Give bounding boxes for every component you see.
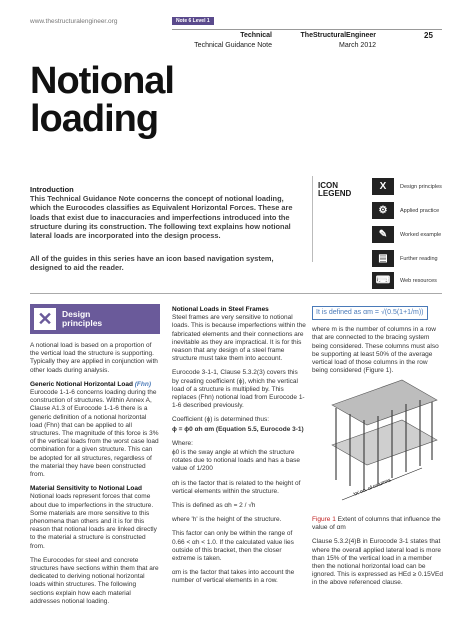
legend-item-design-principles xyxy=(372,178,442,195)
note-tag: Note 6 Level 1 xyxy=(172,17,214,25)
col2-paragraph: Steel frames are very sensitive to notional loads. This is because imperfections within the fabricated elements and their connections are inevitable as they are impractical. It is for this reason that any design of a steel frame structure must take them into account. xyxy=(172,314,306,363)
legend-item-further-reading xyxy=(372,250,438,267)
intro-heading: Introduction xyxy=(30,185,74,194)
title-line-1: Notional xyxy=(30,60,174,102)
design-principles-label xyxy=(62,310,102,328)
legend-item-applied-practice xyxy=(372,202,439,219)
design-principles-icon: ✕ xyxy=(34,308,56,330)
page-number: 25 xyxy=(424,31,433,40)
intro-paragraph-2: All of the guides in this series have an icon based navigation system, designed to aid the reader. xyxy=(30,254,274,273)
dp-label-line-2: principles xyxy=(62,318,103,328)
legend-title-line-2: LEGEND xyxy=(318,189,352,198)
figure-caption: Figure 1 Extent of columns that influence the value of αm xyxy=(312,516,441,532)
design-principles-banner xyxy=(30,304,160,334)
header-rule xyxy=(172,29,442,30)
dp-label-line-1: Design xyxy=(62,309,91,319)
subsection-label: Technical Guidance Note xyxy=(194,42,272,49)
legend-label: Applied practice xyxy=(400,207,440,214)
col2-paragraph: Where: xyxy=(172,439,193,447)
applied-practice-icon: ⚙ xyxy=(372,202,394,219)
issue-date: March 2012 xyxy=(339,42,376,49)
col2-heading: Notional Loads in Steel Frames xyxy=(172,306,269,313)
col2-paragraph: Eurocode 3-1-1, Clause 5.3.2(3) covers this by creating coefficient (ϕ), which the vertical load of a structure is multiplied by. This replaces (Fhn) notional load from Eurocode 1-1-6 described previously. xyxy=(172,369,305,410)
legend-label: Design principles xyxy=(400,183,442,190)
col1-heading-2: Material Sensitivity to Notional Load xyxy=(30,485,142,493)
col2-paragraph: This is defined as αh = 2 / √h xyxy=(172,502,256,510)
page-title xyxy=(30,62,174,138)
col3-formula: It is defined as αm = √(0.5(1+1/m)) xyxy=(312,306,444,320)
col1-paragraph: The Eurocodes for steel and concrete structures have sections within them that are dedicated to deriving notional horizontal loads within structures. The following sections explain how each material addresses notional loading. xyxy=(30,556,159,605)
legend-label: Web resources xyxy=(400,277,437,284)
col3-paragraph: Clause 5.3.2(4)B in Eurocode 3-1 states that where the overall applied lateral load is more than 15% of the vertical load in a member then the notional horizontal load can be ignored. This is expressed as HEd ≥ 0.15VEd in the above referenced clause. xyxy=(312,538,443,587)
legend-label: Worked example xyxy=(400,231,442,238)
legend-label: Further reading xyxy=(400,255,438,262)
col1-heading-1: Generic Notional Horizontal Load (Fhn) xyxy=(30,380,151,388)
col2-paragraph: αh is the factor that is related to the height of vertical elements within the structure. xyxy=(172,479,301,495)
col1-paragraph: A notional load is based on a proportion of the vertical load the structure is supporting. Typically they are applied in conjunction with other loads during analysis. xyxy=(30,342,158,374)
legend-item-worked-example xyxy=(372,226,441,243)
col2-paragraph: αm is the factor that takes into account the number of vertical elements in a row. xyxy=(172,569,295,585)
further-reading-icon: ▤ xyxy=(372,250,394,267)
design-principles-icon: X xyxy=(372,178,394,195)
intro-paragraph-1: This Technical Guidance Note concerns the concept of notional loading, which the Eurocodes classifies as Equivalent Horizontal Forces. These are loads that exist due to inaccuracies and imperfections introduced into the structure during its construction. The following text explains how notional lateral loads are incorporated into the design process. xyxy=(30,194,293,241)
legend-item-web-resources xyxy=(372,272,437,289)
column-1 xyxy=(30,342,160,612)
col2-paragraph: This factor can only be within the range of 0.66 < αh < 1.0. If the calculated value lies outside of this bracket, then the closer extreme is taken. xyxy=(172,530,294,563)
worked-example-icon: ✎ xyxy=(372,226,394,243)
col2-paragraph: Coefficient (ϕ) is determined thus: xyxy=(172,416,270,424)
floor-slab-bottom xyxy=(332,420,437,465)
web-resources-icon: ⌨ xyxy=(372,272,394,289)
figure-dimension-label: 'm' no. of columns xyxy=(352,477,392,498)
legend-title xyxy=(318,182,351,198)
col1-paragraph: Notional loads represent forces that come about due to imperfections in the structure. Some materials are more sensitive to this phenomena than others and it is for this reason that notional loads are linked directly to the material a structure is constructed from. xyxy=(30,493,157,550)
header-magazine xyxy=(292,31,376,51)
col2-equation: ϕ = ϕ0 αh αm (Equation 5.5, Eurocode 3-1) xyxy=(172,425,304,433)
header-section xyxy=(172,31,272,51)
col2-paragraph: ϕ0 is the sway angle at which the structure rotates due to notional loads and has a base value of 1/200 xyxy=(172,449,300,473)
magazine-name: TheStructuralEngineer xyxy=(300,32,376,39)
section-divider xyxy=(30,293,442,294)
title-line-2: loading xyxy=(30,98,159,140)
column-2 xyxy=(172,306,306,592)
section-label: Technical xyxy=(240,32,272,39)
legend-title-line-1: ICON xyxy=(318,181,338,190)
col2-paragraph: where 'h' is the height of the structure. xyxy=(172,516,282,524)
figure-1-diagram xyxy=(312,360,444,510)
site-url: www.thestructuralengineer.org xyxy=(30,18,118,25)
floor-slab-top xyxy=(332,380,437,425)
column-3-lower xyxy=(312,516,444,594)
col3-paragraph: where m is the number of columns in a row that are connected to the bracing system being considered. These columns must also be supporting at least 50% of the average vertical load of those columns in the row being considered (Figure 1). xyxy=(312,326,439,375)
col1-paragraph: Eurocode 1-1-6 concerns loading during the construction of structures. Within Annex A, Clause A1.3 of Eurocode 1-1-6 there is a generic definition of a notional horizontal load (Fhn) that can be applied to all structures. The magnitude of this force is 3% of the vertical loads from the worst case load combination for a given structure. This can be adopted for all structures, regardless of the material they have been constructed from. xyxy=(30,389,159,479)
